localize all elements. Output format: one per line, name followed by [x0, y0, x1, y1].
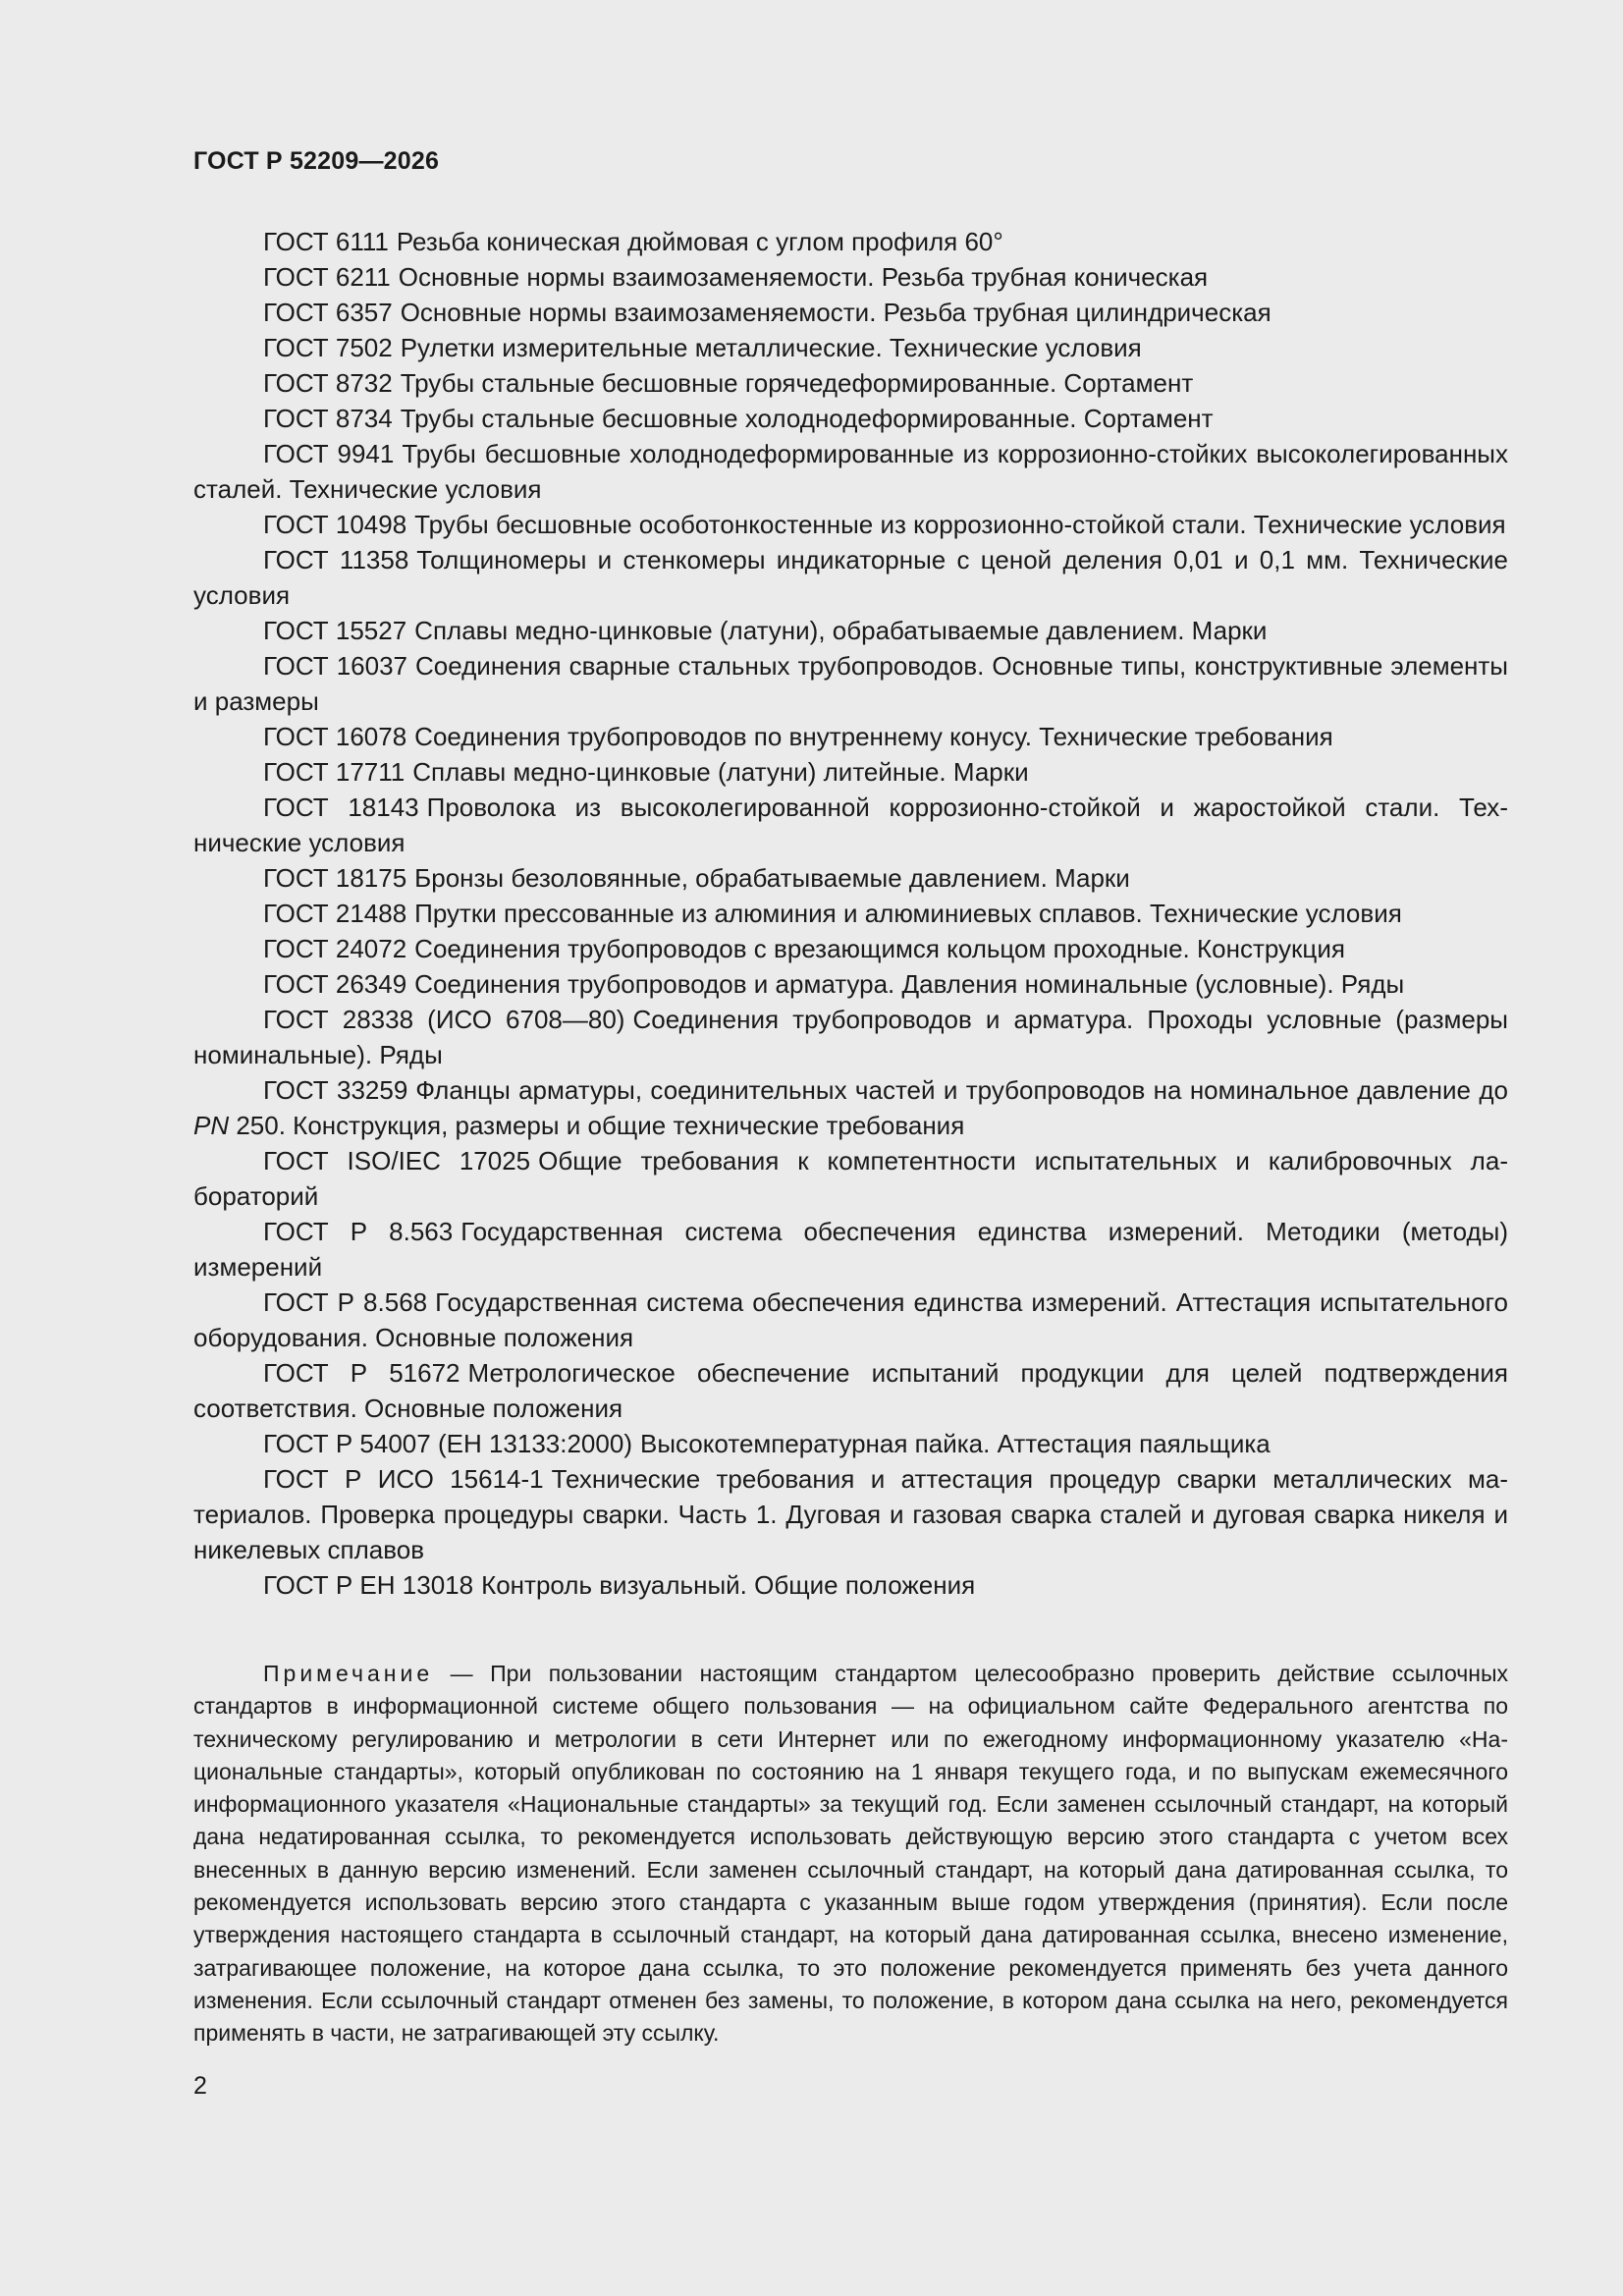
reference-title: Трубы бесшовные особотонкостенные из коррозионно-стойкой стали. Технические условия	[414, 510, 1506, 539]
reference-item	[193, 507, 1508, 542]
reference-code: ГОСТ 15527	[263, 616, 407, 645]
reference-code: ГОСТ 33259	[263, 1075, 408, 1105]
reference-item	[193, 330, 1508, 365]
reference-title: Трубы стальные бесшовные холоднодеформированные. Сортамент	[400, 404, 1214, 433]
reference-title: Общие требования к компетентности испытательных и калибровочных лабораторий	[193, 1146, 1508, 1211]
reference-item	[193, 1214, 1508, 1285]
reference-title: Трубы стальные бесшовные горячедеформированные. Сортамент	[400, 368, 1194, 398]
reference-item	[193, 259, 1508, 295]
reference-item	[193, 1426, 1508, 1461]
reference-title: Государственная система обеспечения единства измерений. Аттестация испытательного оборудования. Основные положения	[193, 1287, 1508, 1352]
reference-title: Соединения трубопроводов и арматура. Проходы условные (размеры номинальные). Ряды	[193, 1005, 1508, 1069]
reference-code: ГОСТ 18175	[263, 863, 407, 893]
reference-code: ГОСТ ISO/IEC 17025	[263, 1146, 531, 1175]
reference-title: Рулетки измерительные металлические. Технические условия	[400, 333, 1142, 362]
reference-item	[193, 966, 1508, 1002]
reference-item	[193, 1567, 1508, 1603]
reference-code: ГОСТ 6111	[263, 227, 389, 256]
reference-item	[193, 896, 1508, 931]
reference-item	[193, 790, 1508, 860]
reference-code: ГОСТ Р 8.563	[263, 1217, 454, 1246]
reference-code: ГОСТ 6211	[263, 262, 391, 292]
reference-code: ГОСТ 11358	[263, 545, 409, 574]
reference-code: ГОСТ Р ИСО 15614-1	[263, 1464, 544, 1494]
reference-title: Основные нормы взаимозаменяемости. Резьба трубная цилиндрическая	[400, 298, 1271, 327]
reference-title: Бронзы безоловянные, обрабатываемые давлением. Марки	[414, 863, 1130, 893]
reference-item	[193, 436, 1508, 507]
reference-code: ГОСТ 28338 (ИСО 6708—80)	[263, 1005, 625, 1034]
reference-code: ГОСТ Р 8.568	[263, 1287, 428, 1317]
reference-item	[193, 365, 1508, 401]
reference-code: ГОСТ 8732	[263, 368, 393, 398]
reference-item	[193, 1072, 1508, 1143]
reference-title: Соединения трубопроводов с врезающимся кольцом проходные. Конструкция	[414, 934, 1345, 963]
reference-title: Сплавы медно-цинковые (латуни) литейные. Марки	[412, 757, 1029, 787]
reference-item	[193, 931, 1508, 966]
page-number: 2	[193, 2072, 207, 2100]
reference-code: ГОСТ Р 51672	[263, 1358, 460, 1388]
reference-code: ГОСТ 24072	[263, 934, 407, 963]
reference-item	[193, 613, 1508, 648]
reference-title: Соединения сварные стальных трубопроводов. Основные типы, конструктивные элементы и размеры	[193, 651, 1508, 716]
reference-item	[193, 1461, 1508, 1567]
reference-item	[193, 719, 1508, 754]
reference-title: Государственная система обеспечения единства измерений. Методики (методы) измерений	[193, 1217, 1508, 1282]
reference-title: Высокотемпературная пайка. Аттестация паяльщика	[639, 1429, 1271, 1458]
note-paragraph	[193, 1658, 1508, 2050]
reference-title: Технические требования и аттестация процедур сварки металлических материалов. Проверка процедуры сварки. Часть 1. Дуговая и газовая сварка сталей и дуговая сварка никеля и никелевых сплавов	[193, 1464, 1508, 1564]
reference-code: ГОСТ 8734	[263, 404, 393, 433]
reference-title: Проволока из высоколегированной коррозионно-стойкой и жаростойкой стали. Технические условия	[193, 793, 1508, 857]
reference-code: ГОСТ 17711	[263, 757, 406, 787]
reference-title: Резьба коническая дюймовая с углом профиля 60°	[396, 227, 1003, 256]
reference-title: Основные нормы взаимозаменяемости. Резьба трубная коническая	[398, 262, 1209, 292]
note-label: Примечание	[263, 1661, 434, 1686]
reference-item	[193, 860, 1508, 896]
reference-code: ГОСТ 26349	[263, 969, 407, 999]
document-code-header: ГОСТ Р 52209—2026	[193, 147, 440, 175]
reference-code: ГОСТ 18143	[263, 793, 419, 822]
reference-item	[193, 1143, 1508, 1214]
normative-references-list	[193, 224, 1508, 1603]
reference-code: ГОСТ 21488	[263, 899, 407, 928]
reference-item	[193, 648, 1508, 719]
reference-title: Фланцы арматуры, соединительных частей и трубопроводов на номинальное давление до	[415, 1075, 1508, 1105]
reference-code: ГОСТ 7502	[263, 333, 393, 362]
reference-item	[193, 295, 1508, 330]
reference-item	[193, 401, 1508, 436]
reference-item	[193, 754, 1508, 790]
reference-code: ГОСТ Р 54007 (ЕН 13133:2000)	[263, 1429, 632, 1458]
reference-code: ГОСТ Р ЕН 13018	[263, 1570, 474, 1600]
reference-title: Толщиномеры и стенкомеры индикаторные с ценой деления 0,01 и 0,1 мм. Технические условия	[193, 545, 1508, 610]
reference-title: Соединения трубопроводов и арматура. Давления номинальные (условные). Ряды	[414, 969, 1405, 999]
reference-title-italic: PN	[193, 1111, 230, 1140]
reference-title: Трубы бесшовные холоднодеформированные из коррозионно-стойких высоколегированных сталей. Технические условия	[193, 439, 1508, 504]
reference-code: ГОСТ 6357	[263, 298, 393, 327]
reference-title: Контроль визуальный. Общие положения	[481, 1570, 976, 1600]
reference-title: Прутки прессованные из алюминия и алюминиевых сплавов. Технические условия	[414, 899, 1402, 928]
reference-item	[193, 1002, 1508, 1072]
reference-item	[193, 542, 1508, 613]
note-text: — При пользовании настоящим стандартом целесообразно проверить действие ссылочных стандартов в информационной системе общего пользования — на официальном сайте Федерального агентства по техническому регулированию и метрологии в сети Интернет или по ежегодному информационному указателю «Национальные стандарты», который опубликован по состоянию на 1 января текущего года, и по выпускам ежемесячного информационного указателя «Национальные стандарты» за текущий год. Если заменен ссылочный стандарт, на который дана недатированная ссылка, то рекомендуется использовать действующую версию этого стандарта с учетом всех внесенных в данную версию изменений. Если заменен ссылочный стандарт, на который дана датированная ссылка, то рекомендуется использовать версию этого стандарта с указанным выше годом утверждения (принятия). Если после утверждения настоящего стандарта в ссылочный стандарт, на который дана датированная ссылка, внесено изменение, затрагивающее положение, на которое дана ссылка, то это положение рекомендуется применять без учета данного изменения. Если ссылочный стандарт отменен без замены, то положение, в котором дана ссылка на него, рекомендуется применять в части, не затрагивающей эту ссылку.	[193, 1661, 1508, 2047]
reference-title: Метрологическое обеспечение испытаний продукции для целей подтверждения соответствия. Основные положения	[193, 1358, 1508, 1423]
reference-code: ГОСТ 10498	[263, 510, 407, 539]
reference-item	[193, 224, 1508, 259]
reference-item	[193, 1355, 1508, 1426]
reference-code: ГОСТ 16037	[263, 651, 407, 681]
reference-item	[193, 1285, 1508, 1355]
reference-title: 250. Конструкция, размеры и общие технические требования	[229, 1111, 965, 1140]
reference-title: Сплавы медно-цинковые (латуни), обрабатываемые давлением. Марки	[414, 616, 1268, 645]
reference-code: ГОСТ 16078	[263, 722, 407, 751]
reference-title: Соединения трубопроводов по внутреннему конусу. Технические требования	[414, 722, 1333, 751]
reference-code: ГОСТ 9941	[263, 439, 395, 468]
